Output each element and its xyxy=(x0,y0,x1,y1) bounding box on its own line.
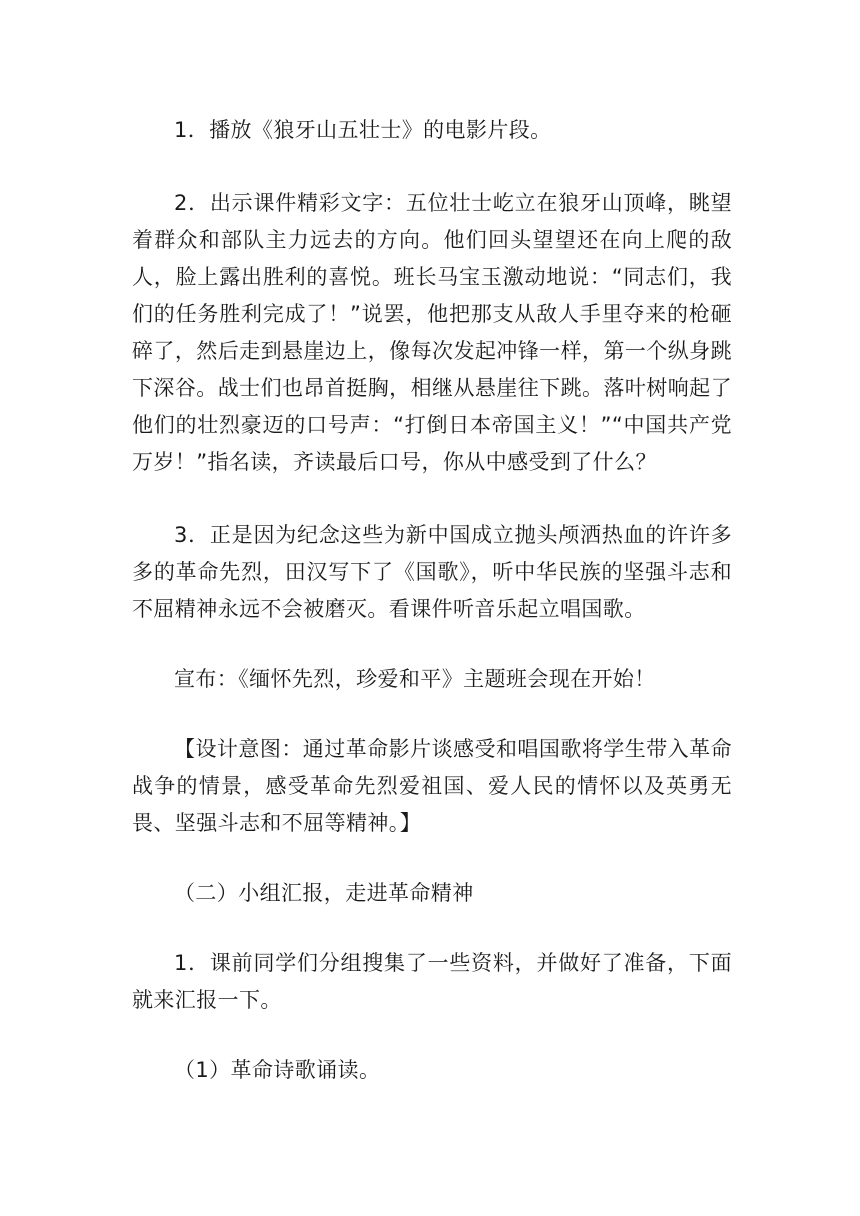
paragraph-design-intent: 【设计意图：通过革命影片谈感受和唱国歌将学生带入革命战争的情景，感受革命先烈爱祖国、爱人民的情怀以及英勇无畏、坚强斗志和不屈等精神。】 xyxy=(132,737,732,835)
paragraph-national-anthem: 3．正是因为纪念这些为新中国成立抛头颅洒热血的许许多多的革命先烈，田汉写下了《国歌》，听中华民族的坚强斗志和不屈精神永远不会被磨灭。看课件听音乐起立唱国歌。 xyxy=(132,523,732,621)
paragraph-poetry-reading: （1）革命诗歌诵读。 xyxy=(174,1058,381,1082)
document-body xyxy=(132,112,732,1089)
section-heading-group-report: （二）小组汇报，走进革命精神 xyxy=(174,881,474,905)
paragraph-play-film: 1．播放《狼牙山五壮士》的电影片段。 xyxy=(174,118,552,142)
paragraph-courseware-text: 2．出示课件精彩文字：五位壮士屹立在狼牙山顶峰，眺望着群众和部队主力远去的方向。他们回头望望还在向上爬的敌人，脸上露出胜利的喜悦。班长马宝玉激动地说：“同志们，我们的任务胜利完成了！”说罢，他把那支从敌人手里夺来的枪砸碎了，然后走到悬崖边上，像每次发起冲锋一样，第一个纵身跳下深谷。战士们也昂首挺胸，相继从悬崖往下跳。落叶树响起了他们的壮烈豪迈的口号声：“打倒日本帝国主义！”“中国共产党万岁！”指名读，齐读最后口号，你从中感受到了什么？ xyxy=(132,191,732,474)
paragraph-group-materials: 1．课前同学们分组搜集了一些资料，并做好了准备，下面就来汇报一下。 xyxy=(132,951,732,1012)
paragraph-announcement: 宣布：《缅怀先烈，珍爱和平》主题班会现在开始！ xyxy=(174,667,656,691)
